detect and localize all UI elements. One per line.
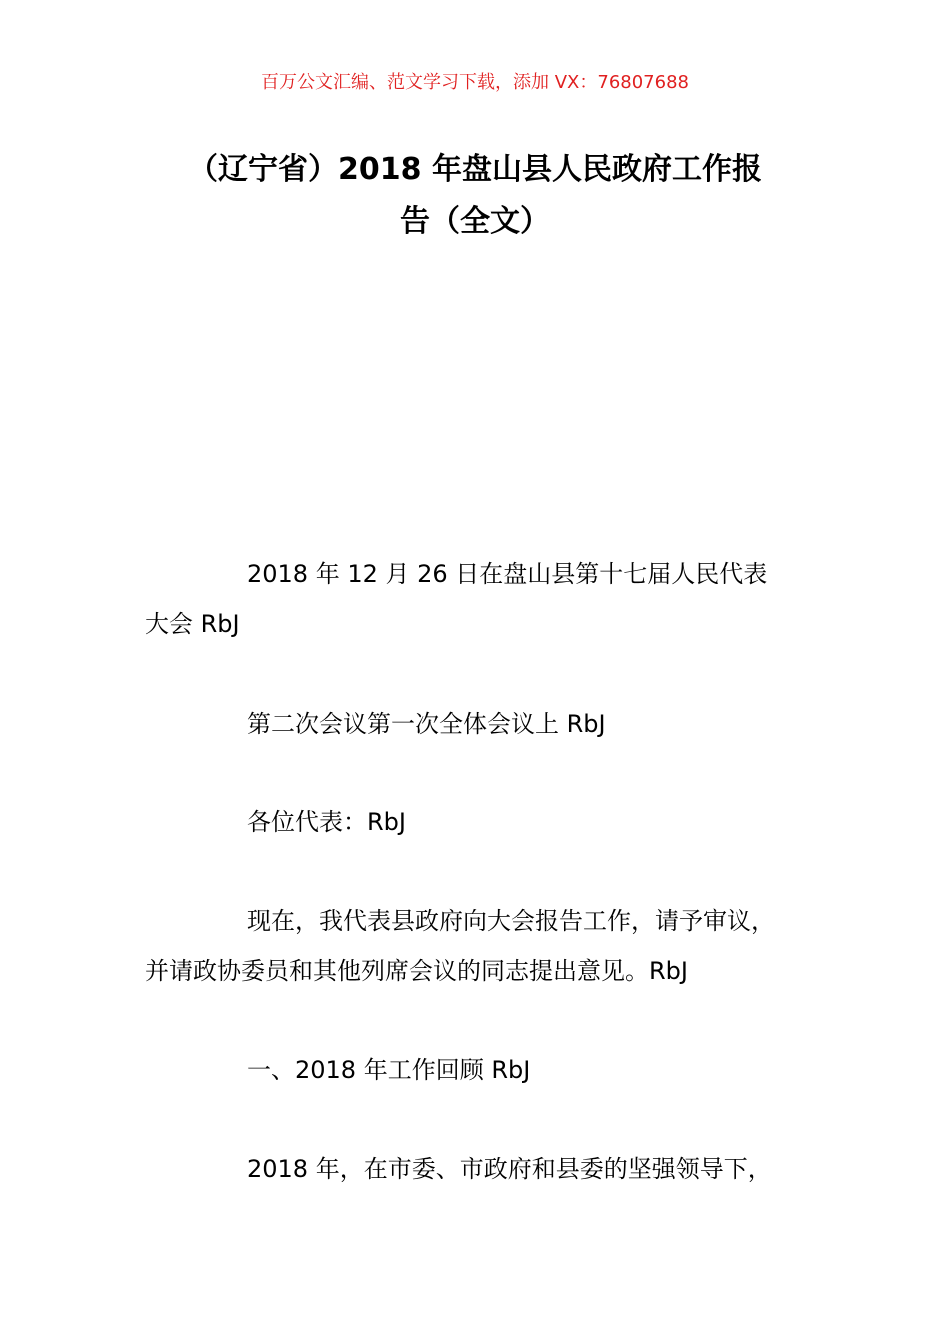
document-title-line-2: 告（全文） (400, 204, 550, 239)
document-title-line-1: （辽宁省）2018 年盘山县人民政府工作报 (188, 152, 762, 187)
header-watermark-note: 百万公文汇编、范文学习下载，添加 VX：76807688 (261, 72, 689, 93)
paragraph-1-line-2: 大会 RbJ (145, 610, 240, 638)
paragraph-4-line-1: 现在，我代表县政府向大会报告工作，请予审议， (247, 907, 775, 935)
paragraph-1-line-1: 2018 年 12 月 26 日在盘山县第十七届人民代表 (247, 560, 768, 588)
paragraph-6-line-1: 2018 年，在市委、市政府和县委的坚强领导下， (247, 1155, 772, 1183)
paragraph-2-line-1: 第二次会议第一次全体会议上 RbJ (247, 710, 606, 738)
paragraph-5-line-1: 一、2018 年工作回顾 RbJ (247, 1056, 531, 1084)
paragraph-4-line-2: 并请政协委员和其他列席会议的同志提出意见。RbJ (145, 957, 688, 985)
paragraph-3-line-1: 各位代表：RbJ (247, 808, 406, 836)
